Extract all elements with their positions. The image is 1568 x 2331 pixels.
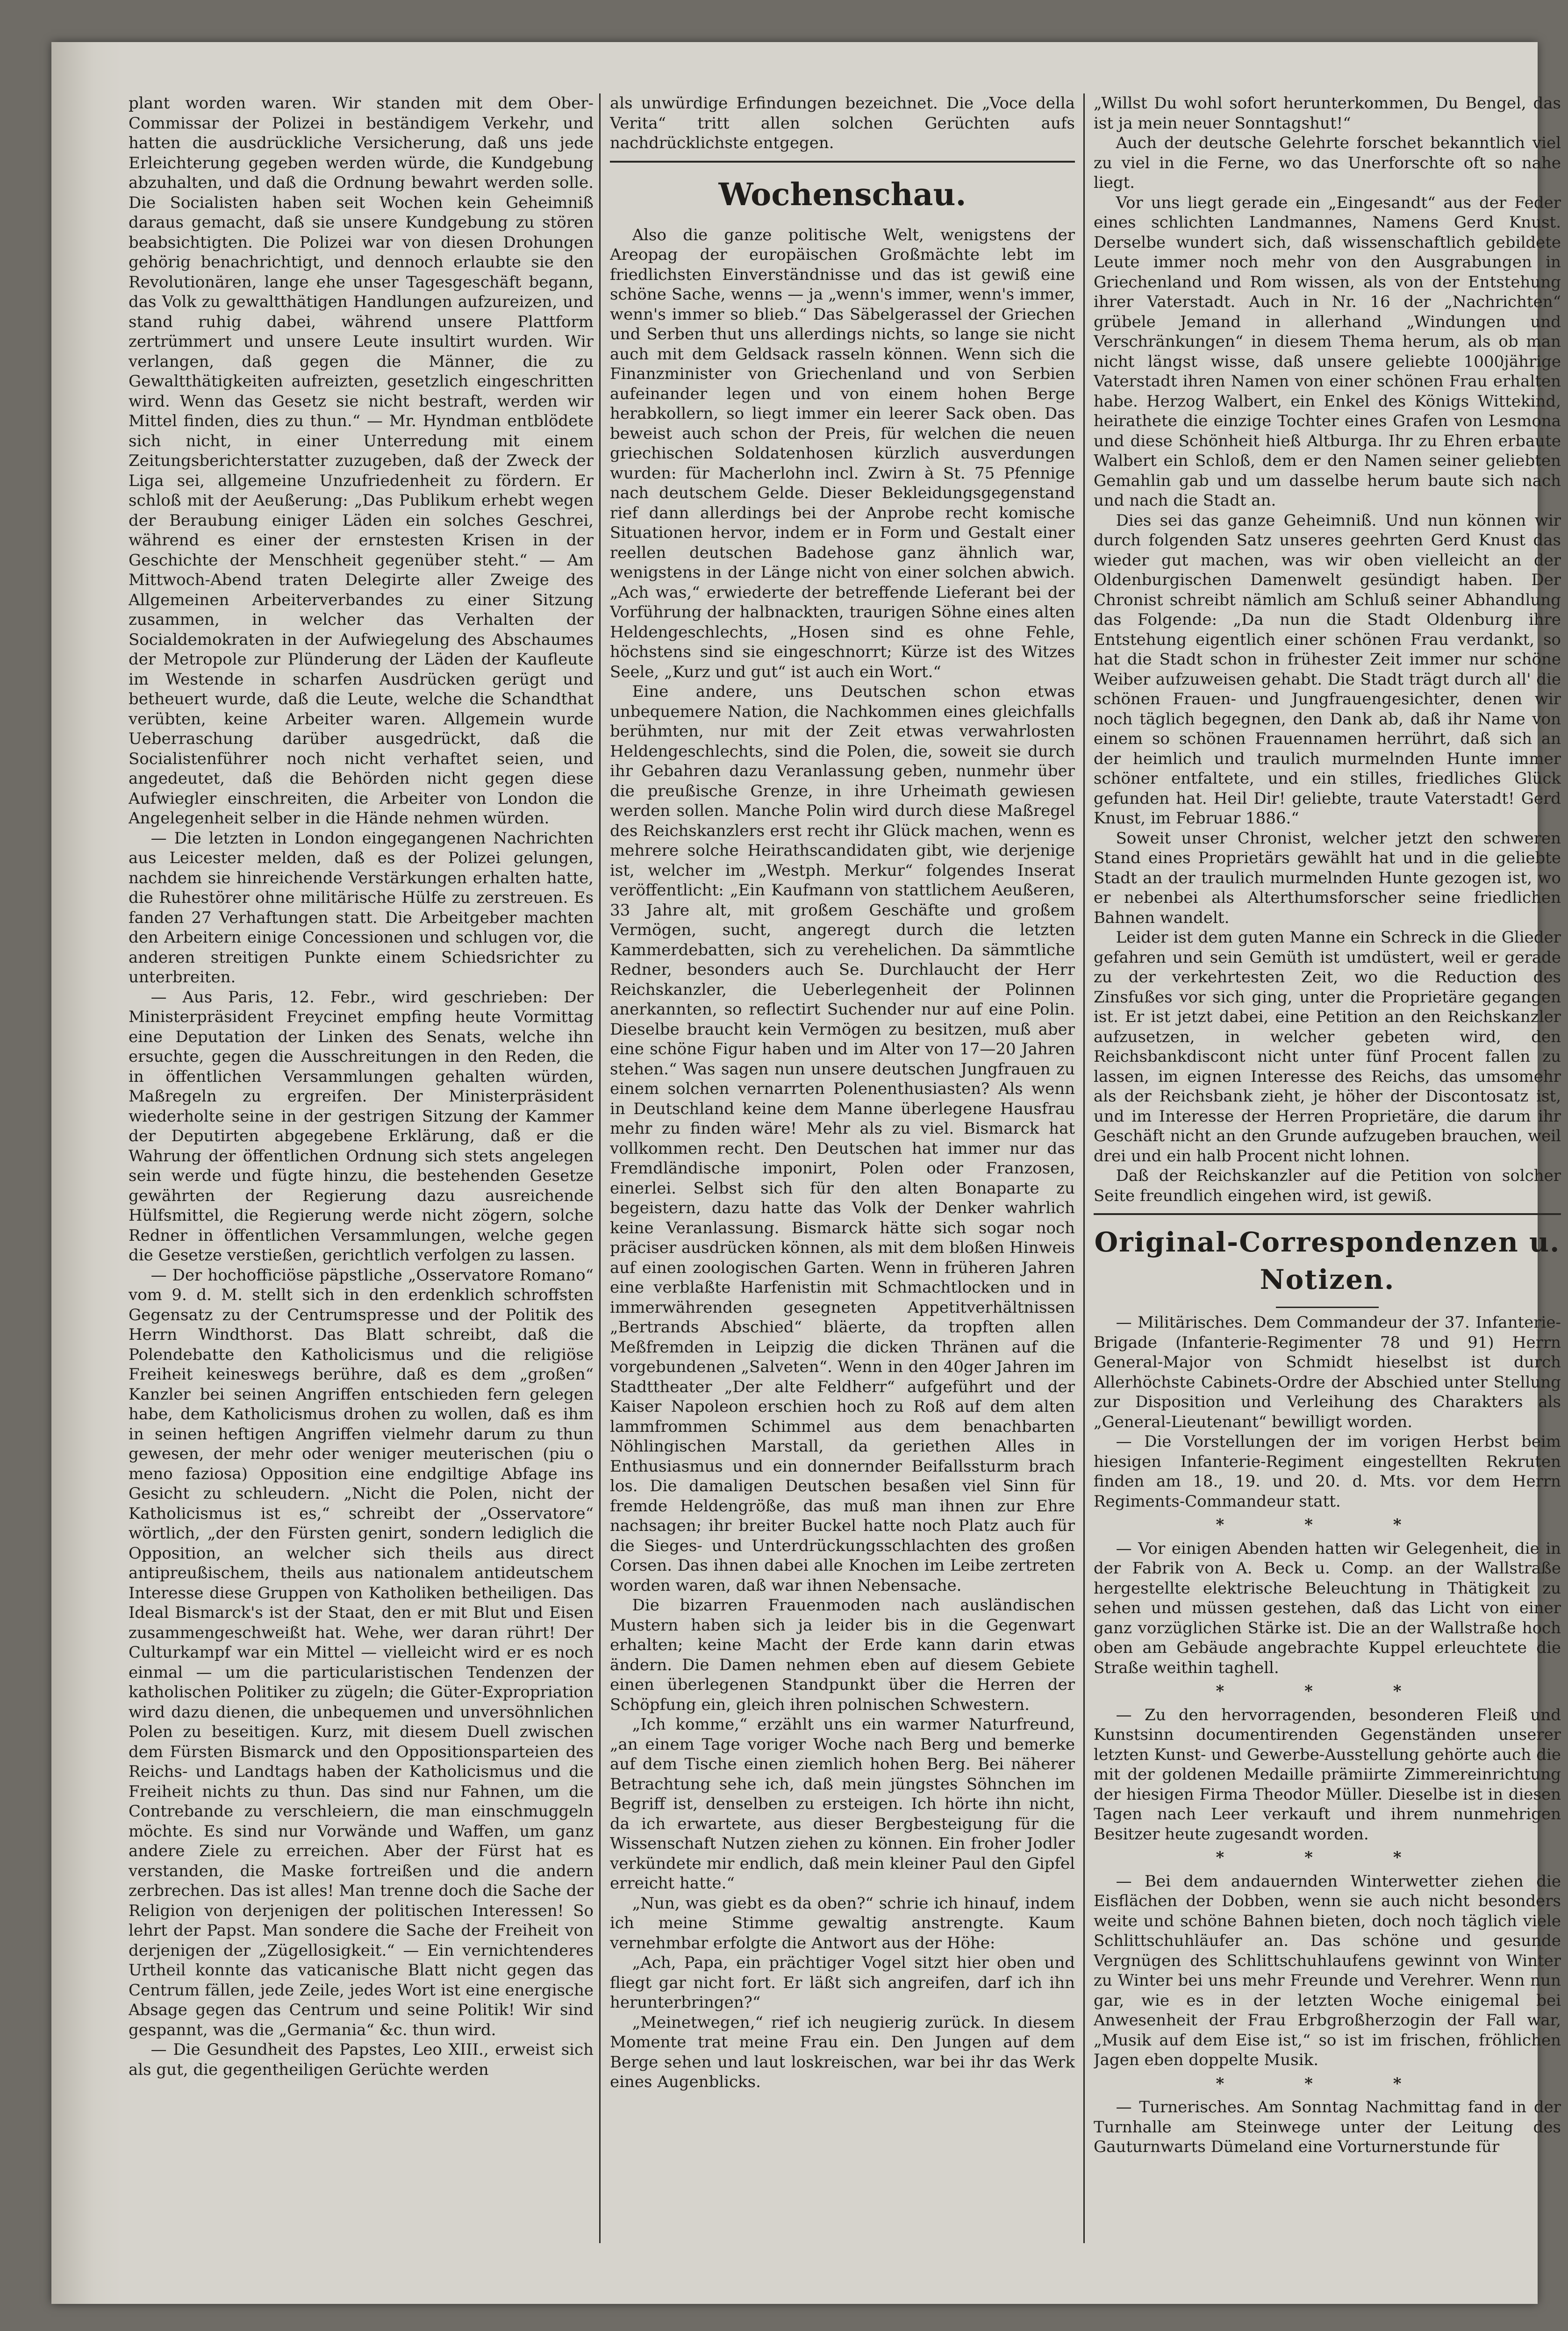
column-3	[1094, 93, 1561, 2234]
article-paragraph: „Ach, Papa, ein prächtiger Vogel sitzt hier oben und fliegt gar nicht fort. Er läßt sich angreifen, darf ich ihn herunterbringen?“	[610, 1953, 1075, 2012]
column-divider	[1083, 93, 1085, 2243]
notice-militaerisches: — Militärisches. Dem Commandeur der 37. Infanterie-Brigade (Infanterie-Regimenter 78 und 91) Herrn General-Major von Schmidt hieselbst ist durch Allerhöchste Cabinets-Ordre der Abschied unter Stellung zur Disposition und Verleihung des Charakters als „General-Lieutenant“ bewilligt worden.	[1094, 1313, 1561, 1431]
section-rule-short	[1276, 1307, 1379, 1308]
notice-zimmereinrichtung: — Zu den hervorragenden, besonderen Fleiß und Kunstsinn documentirenden Gegenständen unserer letzten Kunst- und Gewerbe-Ausstellung gehörte auch die mit der goldenen Medaille prämiirte Zimmereinrichtung der hiesigen Firma Theodor Müller. Dieselbe ist in diesen Tagen nach Leer verkauft und ihrem nunmehrigen Besitzer heute zugesandt worden.	[1094, 1705, 1561, 1844]
column-1	[129, 93, 594, 2234]
article-papst: — Die Gesundheit des Papstes, Leo XIII., erweist sich als gut, die gegentheiligen Gerüchte werden	[129, 2040, 594, 2079]
article-text: plant worden waren. Wir standen mit dem Ober-Commissar der Polizei in beständigem Verkehr, und hatten die ausdrückliche Versicherung, daß uns jede Erleichterung gegeben werden würde, die Kundgebung abzuhalten, und daß die Ordnung bewahrt werden solle. Die Socialisten haben seit Wochen kein Geheimniß daraus gemacht, daß sie unsere Kundgebung zu stören beabsichtigten. Die Polizei war von diesen Drohungen gehörig benachrichtigt, und dennoch erlaubte sie den Revolutionären, lange ehe unser Tagesgeschäft begann, das Volk zu gewaltthätigen Handlungen aufzureizen, und stand ruhig dabei, während unsere Plattform zertrümmert und unsere Leute insultirt wurden. Wir verlangen, daß gegen die Männer, die zu Gewaltthätigkeiten aufreizten, gesetzlich eingeschritten wird. Wenn das Gesetz sie nicht bestraft, werden wir Mittel finden, dies zu thun.“ — Mr. Hyndman entblödete sich nicht, in einer Unterredung mit einem Zeitungsberichterstatter zuzugeben, daß der Zweck der Liga sei, allgemeine Unzufriedenheit zu fördern. Er schloß mit der Aeußerung: „Das Publikum erhebt wegen der Beraubung einiger Läden ein solches Geschrei, während es einer der ernstesten Krisen in der Geschichte der Menschheit gegenüber steht.“ — Am Mittwoch-Abend traten Delegirte aller Zweige des Allgemeinen Arbeiterverbandes zu einer Sitzung zusammen, in welcher das Verhalten der Socialdemokraten in der Aufwiegelung des Abschaumes der Metropole zur Plünderung der Läden der Kaufleute im Westende in scharfen Ausdrücken gerügt und betheuert wurde, daß die Leute, welche die Schandthat verübten, keine Arbeiter waren. Allgemein wurde Ueberraschung darüber ausgedrückt, daß die Socialistenführer noch nicht verhaftet seien, und angedeutet, daß die Behörden nicht gegen diese Aufwiegler einschreiten, die Arbeiter von London die Angelegenheit selber in die Hände nehmen würden.	[129, 94, 594, 828]
article-paragraph: Leider ist dem guten Manne ein Schreck in die Glieder gefahren und sein Gemüth ist umdüstert, weil er gerade zu der verkehrtesten Zeit, wo die Reduction des Zinsfußes vor sich ging, unter die Proprietäre gegangen ist. Er ist jetzt dabei, eine Petition an den Reichskanzler aufzusetzen, in welcher gebeten wird, den Reichsbankdiscont nicht unter fünf Procent fallen zu lassen, im eignen Interesse des Reichs, das umsomehr als der Reichsbank zieht, je höher der Discontosatz ist, und im Interesse der Herren Proprietäre, die darum ihr Geschäft nicht an den Grunde aufzugeben brauchen, weil drei und ein halb Procent nicht lohnen.	[1094, 928, 1561, 1166]
article-leicester: — Die letzten in London eingegangenen Nachrichten aus Leicester melden, daß es der Polizei gelungen, nachdem sie hinreichende Verstärkungen erhalten hatte, die Ruhestörer ohne militärische Hülfe zu zerstreuen. Es fanden 27 Verhaftungen statt. Die Arbeitgeber machten den Arbeitern einige Concessionen und schlugen vor, die anderen streitigen Punkte einem Schiedsrichter zu unterbreiten.	[129, 829, 594, 987]
article-text: als unwürdige Erfindungen bezeichnet. Die „Voce della Verita“ tritt allen solchen Gerüchten aufs nachdrücklichste entgegen.	[610, 94, 1075, 152]
article-paragraph: „Nun, was giebt es da oben?“ schrie ich hinauf, indem ich meine Stimme gewaltig anstrengte. Kaum vernehmbar erfolgte die Antwort aus der Höhe:	[610, 1894, 1075, 1952]
separator-stars: * * *	[1216, 1848, 1439, 1867]
article-paragraph: Die bizarren Frauenmoden nach ausländischen Mustern haben sich ja leider bis in die Gegenwart erhalten; keine Macht der Erde kann darin etwas ändern. Die Damen nehmen eben auf diesem Gebiete einen überlegenen Standpunkt über die Herren der Schöpfung ein, gleich ihren polnischen Schwestern.	[610, 1596, 1075, 1714]
notice-eisflaechen: — Bei dem andauernden Winterwetter ziehen die Eisflächen der Dobben, wenn sie auch nicht besonders weite und schöne Bahnen bieten, doch noch täglich viele Schlittschuhläufer an. Das schöne und gesunde Vergnügen des Schlittschuhlaufens gewinnt von Winter zu Winter bei uns mehr Freunde und Verehrer. Wenn nun gar, wie es in der letzten Woche einigemal bei Anwesenheit der Frau Erbgroßherzogin der Fall war, „Musik auf dem Eise ist,“ so ist im frischen, fröhlichen Jagen eben doppelte Musik.	[1094, 1872, 1561, 2069]
newspaper-page	[51, 42, 1561, 2304]
article-paragraph: „Ich komme,“ erzählt uns ein warmer Naturfreund, „an einem Tage voriger Woche nach Berg und bemerke auf dem Tische einen ziemlich hohen Berg. Bei näherer Betrachtung sehe ich, daß mein jüngstes Söhnchen im Begriff ist, denselben zu ersteigen. Ich hörte ihn nicht, da ich erwartete, aus dieser Bergbesteigung für die Wissenschaft Nutzen ziehen zu können. Ein froher Jodler verkündete mir endlich, daß mein kleiner Paul den Gipfel erreicht hatte.“	[610, 1715, 1075, 1893]
article-paragraph: Vor uns liegt gerade ein „Eingesandt“ aus der Feder eines schlichten Landmannes, Namens Gerd Knust. Derselbe wundert sich, daß wissenschaftlich gebildete Leute immer noch mehr von den Ausgrabungen in Griechenland und Rom wissen, als von der Entstehung ihrer Vaterstadt. Auch in Nr. 16 der „Nachrichten“ grübele Jemand in allerhand „Windungen und Verschränkungen“ in diesem Thema herum, als ob man nicht längst wisse, daß unsere geliebte 1000jährige Vaterstadt ihren Namen von einer schönen Frau erhalten habe. Herzog Walbert, ein Enkel des Königs Wittekind, heirathete die einzige Tochter eines Grafen von Lesmona und diese Schönheit hieß Altburga. Ihr zu Ehren erbaute Walbert ein Schloß, dem er den Namen seiner geliebten Gemahlin gab und um dasselbe herum baute sich nach und nach die Stadt an.	[1094, 193, 1561, 510]
article-paragraph: Dies sei das ganze Geheimniß. Und nun können wir durch folgenden Satz unseres geehrten Gerd Knust das wieder gut machen, was wir oben vielleicht an der Oldenburgischen Damenwelt gesündigt haben. Der Chronist schreibt nämlich am Schluß seiner Abhandlung das Folgende: „Da nun die Stadt Oldenburg ihre Entstehung eigentlich einer schönen Frau verdankt, so hat die Stadt schon in frühester Zeit immer nur schöne Weiber aufzuweisen gehabt. Die Stadt trägt durch all' die schönen Frauen- und Jungfrauengesichter, denen wir noch täglich begegnen, den Dank ab, daß ihr Name von einem so schönen Frauennamen herrührt, daß sich an der heimlich und traulich murmelnden Hunte immer schöner entfaltete, und ein stilles, friedliches Glück gefunden hat. Heil Dir! geliebte, traute Vaterstadt! Gerd Knust, im Februar 1886.“	[1094, 511, 1561, 828]
article-paragraph: „Meinetwegen,“ rief ich neugierig zurück. In diesem Momente trat meine Frau ein. Den Jungen auf dem Berge sehen und laut loskreischen, war bei ihr das Werk eines Augenblicks.	[610, 2013, 1075, 2091]
page-binding-shadow	[51, 42, 122, 2304]
separator-stars: * * *	[1216, 2074, 1439, 2093]
article-paragraph: Auch der deutsche Gelehrte forschet bekanntlich viel zu viel in die Ferne, wo das Unerforschte oft so nahe liegt.	[1094, 134, 1561, 192]
separator-stars: * * *	[1216, 1682, 1439, 1701]
section-heading-notizen: Original-Correspondenzen u. Notizen.	[1094, 1226, 1561, 1295]
article-paragraph: Also die ganze politische Welt, wenigstens der Areopag der europäischen Großmächte lebt im friedlichsten Einverständnisse und das ist gewiß eine schöne Sache, wenns — ja „wenn's immer, wenn's immer, wenn's immer so blieb.“ Das Säbelgerassel der Griechen und Serben thut uns allerdings nichts, so lange sie nicht auch mit dem Geldsack rasseln können. Wenn sich die Finanzminister von Griechenland und von Serbien aufeinander legen und von einem hohen Berge herabkollern, so liegt immer ein leerer Sack oben. Das beweist auch schon der Preis, für welchen die neuen griechischen Soldatenhosen kürzlich ausverdungen wurden: für Macherlohn incl. Zwirn à St. 75 Pfennige nach deutschem Gelde. Dieser Bekleidungsgegenstand rief dann allerdings bei der Anprobe recht komische Situationen hervor, indem er in Form und Gestalt einer reellen deutschen Badehose ganz ähnlich war, wenigstens in der Länge nicht von einer solchen abwich. „Ach was,“ erwiederte der betreffende Lieferant bei der Vorführung der halbnackten, traurigen Söhne eines alten Heldengeschlechts, „Hosen sind es ohne Fehle, höchstens sind sie eingeschnorrt; Kürze ist des Witzes Seele, „Kurz und gut“ ist auch ein Wort.“	[610, 225, 1075, 681]
column-2	[610, 93, 1075, 2234]
article-osservatore: — Der hochofficiöse päpstliche „Osservatore Romano“ vom 9. d. M. stellt sich in den erdenklich schroffsten Gegensatz zu der Centrumspresse und der Politik des Herrn Windthorst. Das Blatt schreibt, daß die Polendebatte den Katholicismus und die religiöse Freiheit keineswegs berühre, daß es dem „großen“ Kanzler bei seinen Angriffen entschieden fern gelegen habe, dem Katholicismus drohen zu wollen, daß es ihm in seinen heftigen Angriffen vielmehr darum zu thun gewesen, der mehr oder weniger meuterischen (piu o meno faziosa) Opposition eine endgiltige Abfage ins Gesicht zu schleudern. „Nicht die Polen, nicht der Katholicismus ist es,“ schreibt der „Osservatore“ wörtlich, „der den Fürsten genirt, sondern lediglich die Opposition, an welcher sich theils aus direct antipreußischem, theils aus nationalem antideutschem Interesse diese Gruppen von Katholiken betheiligen. Das Ideal Bismarck's ist der Staat, den er mit Blut und Eisen zusammengeschweißt hat. Wehe, wer daran rührt! Der Culturkampf war ein Mittel — vielleicht wird er es noch einmal — um die particularistischen Tendenzen der katholischen Politiker zu zügeln; die Güter-Expropriation wird dazu dienen, die unbequemen und unversöhnlichen Polen zu beseitigen. Kurz, mit diesem Duell zwischen dem Fürsten Bismarck und den Oppositionsparteien des Reichs- und Landtags haben der Katholicismus und die Freiheit nichts zu thun. Das sind nur Fahnen, um die Contrebande zu verschleiern, die man einschmuggeln möchte. Es sind nur Vorwände und Waffen, um ganz andere Ziele zu erreichen. Aber der Fürst hat es verstanden, die Maske fortreißen und die andern zerbrechen. Das ist alles! Man trenne doch die Sache der Religion von derjenigen der politischen Interessen! So lehrt der Papst. Man sondere die Sache der Freiheit von derjenigen der „Zügellosigkeit.“ — Ein vernichtenderes Urtheil konnte das vaticanische Blatt nicht gegen das Centrum fällen, jede Zeile, jedes Wort ist eine energische Absage gegen das Centrum und seine Politik! Wir sind gespannt, was die „Germania“ &c. thun wird.	[129, 1266, 594, 2039]
notice-rekruten: — Die Vorstellungen der im vorigen Herbst beim hiesigen Infanterie-Regiment eingestellten Rekruten finden am 18., 19. und 20. d. Mts. vor dem Herrn Regiments-Commandeur statt.	[1094, 1432, 1561, 1511]
section-rule	[1094, 1213, 1561, 1215]
article-paris: — Aus Paris, 12. Febr., wird geschrieben: Der Ministerpräsident Freycinet empfing heute Vormittag eine Deputation der Linken des Senats, welche ihn ersuchte, gegen die Ausschreitungen in den Reden, die in öffentlichen Versammlungen gehalten würden, Maßregeln zu ergreifen. Der Ministerpräsident wiederholte seine in der gestrigen Sitzung der Kammer der Deputirten abgegebene Erklärung, daß er die Wahrung der öffentlichen Ordnung sich stets angelegen sein werde und fügte hinzu, die bestehenden Gesetze gewährten der Regierung dazu ausreichende Hülfsmittel, die Regierung werde nicht zögern, solche Redner in öffentlichen Versammlungen, welche gegen die Gesetze verstießen, gerichtlich verfolgen zu lassen.	[129, 987, 594, 1265]
article-paragraph: Soweit unser Chronist, welcher jetzt den schweren Stand eines Proprietärs gewählt hat und in die geliebte Stadt an der traulich murmelnden Hunte gezogen ist, wo er nebenbei als Alterthumsforscher seine friedlichen Bahnen wandelt.	[1094, 829, 1561, 927]
notice-turnerisches: — Turnerisches. Am Sonntag Nachmittag fand in der Turnhalle am Steinwege unter der Leitung des Gauturnwarts Dümeland eine Vorturnerstunde für	[1094, 2098, 1561, 2156]
article-paragraph: „Willst Du wohl sofort herunterkommen, Du Bengel, das ist ja mein neuer Sonntagshut!“	[1094, 94, 1561, 133]
separator-stars: * * *	[1216, 1516, 1439, 1534]
section-heading-wochenschau: Wochenschau.	[718, 176, 967, 213]
section-rule	[610, 161, 1075, 163]
article-paragraph: Eine andere, uns Deutschen schon etwas unbequemere Nation, die Nachkommen eines gleichfalls berühmten, nur mit der Zeit etwas verwahrlosten Heldengeschlechts, sind die Polen, die, soweit sie durch ihr Gebahren dazu Veranlassung geben, nunmehr über die preußische Grenze, in ihre Urheimath gewiesen werden sollen. Manche Polin wird durch diese Maßregel des Reichskanzlers erst recht ihr Glück machen, wenn es mehrere solche Heirathscandidaten gibt, wie derjenige ist, welcher im „Westph. Merkur“ folgendes Inserat veröffentlicht: „Ein Kaufmann von stattlichem Aeußeren, 33 Jahre alt, mit großem Geschäfte und großem Vermögen, sucht, angeregt durch die letzten Kammerdebatten, sich zu verehelichen. Da sämmtliche Redner, besonders auch Se. Durchlaucht der Herr Reichskanzler, die Ueberlegenheit der Polinnen anerkannten, so reflectirt Suchender nur auf eine Polin. Dieselbe braucht kein Vermögen zu besitzen, muß aber eine schöne Figur haben und im Alter von 17—20 Jahren stehen.“ Was sagen nun unsere deutschen Jungfrauen zu einem solchen vernarrten Polenenthusiasten? Als wenn in Deutschland keine dem Manne überlegene Hausfrau mehr zu finden wäre! Mehr als zu viel. Bismarck hat vollkommen recht. Den Deutschen hat immer nur das Fremdländische imponirt, Polen oder Franzosen, einerlei. Selbst sich für den alten Bonaparte zu begeistern, dazu hatte das Volk der Denker wahrlich keine Veranlassung. Bismarck hätte sich sogar noch präciser ausdrücken können, als mit dem bloßen Hinweis auf einen zoologischen Garten. Wenn in früheren Jahren eine verblaßte Harfenistin mit Schmachtlocken und in immerwährenden gesegneten Appetitverhältnissen „Bertrands Abschied“ bläerte, da tropften allen Meßfremden in Leipzig die dicken Thränen auf die vorgebundenen „Salveten“. Wenn in den 40ger Jahren im Stadttheater „Der alte Feldherr“ aufgeführt und der Kaiser Napoleon erschien hoch zu Roß auf dem alten lammfrommen Schimmel aus dem benachbarten Nöhlingischen Marstall, da geriethen Alles in Enthusiasmus und ein donnernder Beifallssturm brach los. Die damaligen Deutschen besaßen viel Sinn für fremde Heldengröße, das muß man ihnen zur Ehre nachsagen; ihr breiter Buckel hatte noch Platz auch für die Sieges- und Unterdrückungsschlachten des großen Corsen. Das ihnen dabei alle Knochen im Leibe zertreten worden waren, daß war ihnen Nebensache.	[610, 682, 1075, 1595]
article-paragraph: Daß der Reichskanzler auf die Petition von solcher Seite freundlich eingehen wird, ist gewiß.	[1094, 1166, 1561, 1205]
notice-beleuchtung: — Vor einigen Abenden hatten wir Gelegenheit, die in der Fabrik von A. Beck u. Comp. an der Wallstraße hergestellte elektrische Beleuchtung in Thätigkeit zu sehen und müssen gestehen, daß das Licht von einer ganz vorzüglichen Stärke ist. Die an der Wallstraße hoch oben am Gebäude angebrachte Kuppel erleuchtete die Straße weithin taghell.	[1094, 1539, 1561, 1677]
column-divider	[599, 93, 601, 2243]
